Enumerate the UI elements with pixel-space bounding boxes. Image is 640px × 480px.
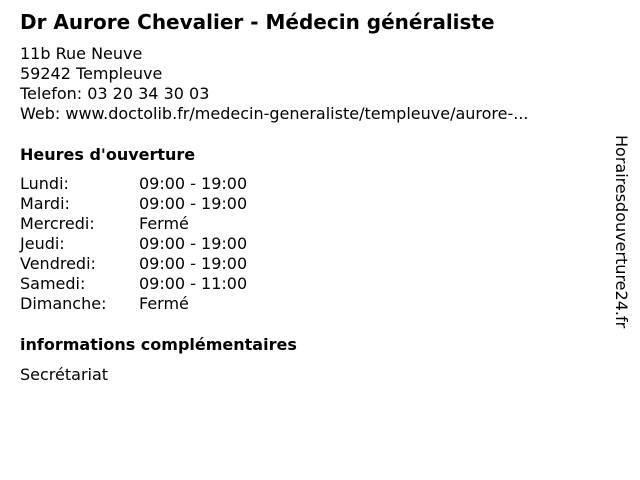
opening-hours-heading: Heures d'ouverture: [20, 145, 196, 164]
city-postal-code: 59242 Templeuve: [20, 64, 163, 83]
hours-row-dimanche: [20, 294, 247, 314]
additional-info-heading: informations complémentaires: [20, 335, 297, 354]
day-hours: 09:00 - 19:00: [139, 254, 248, 273]
day-hours: 09:00 - 19:00: [139, 174, 248, 193]
day-hours: 09:00 - 19:00: [139, 234, 248, 253]
page-title: Dr Aurore Chevalier - Médecin généraliste: [20, 10, 495, 34]
day-hours: Fermé: [139, 294, 189, 313]
hours-row-mercredi: [20, 214, 247, 234]
day-label: Dimanche:: [20, 294, 107, 313]
day-hours: 09:00 - 11:00: [139, 274, 248, 293]
hours-row-mardi: [20, 194, 247, 214]
hours-row-vendredi: [20, 254, 247, 274]
opening-hours-list: [20, 174, 247, 314]
day-label: Vendredi:: [20, 254, 96, 273]
hours-row-jeudi: [20, 234, 247, 254]
site-watermark: Horairesdouverture24.fr: [612, 135, 631, 329]
hours-row-samedi: [20, 274, 247, 294]
address-block: [20, 44, 529, 124]
day-hours: 09:00 - 19:00: [139, 194, 248, 213]
phone-number: Telefon: 03 20 34 30 03: [20, 84, 210, 103]
day-label: Jeudi:: [20, 234, 65, 253]
street-address: 11b Rue Neuve: [20, 44, 143, 63]
day-label: Samedi:: [20, 274, 86, 293]
additional-info-text: Secrétariat: [20, 365, 109, 384]
day-hours: Fermé: [139, 214, 189, 233]
day-label: Mercredi:: [20, 214, 95, 233]
day-label: Mardi:: [20, 194, 70, 213]
day-label: Lundi:: [20, 174, 69, 193]
website-link[interactable]: Web: www.doctolib.fr/medecin-generaliste/templeuve/aurore-...: [20, 104, 529, 123]
hours-row-lundi: [20, 174, 247, 194]
